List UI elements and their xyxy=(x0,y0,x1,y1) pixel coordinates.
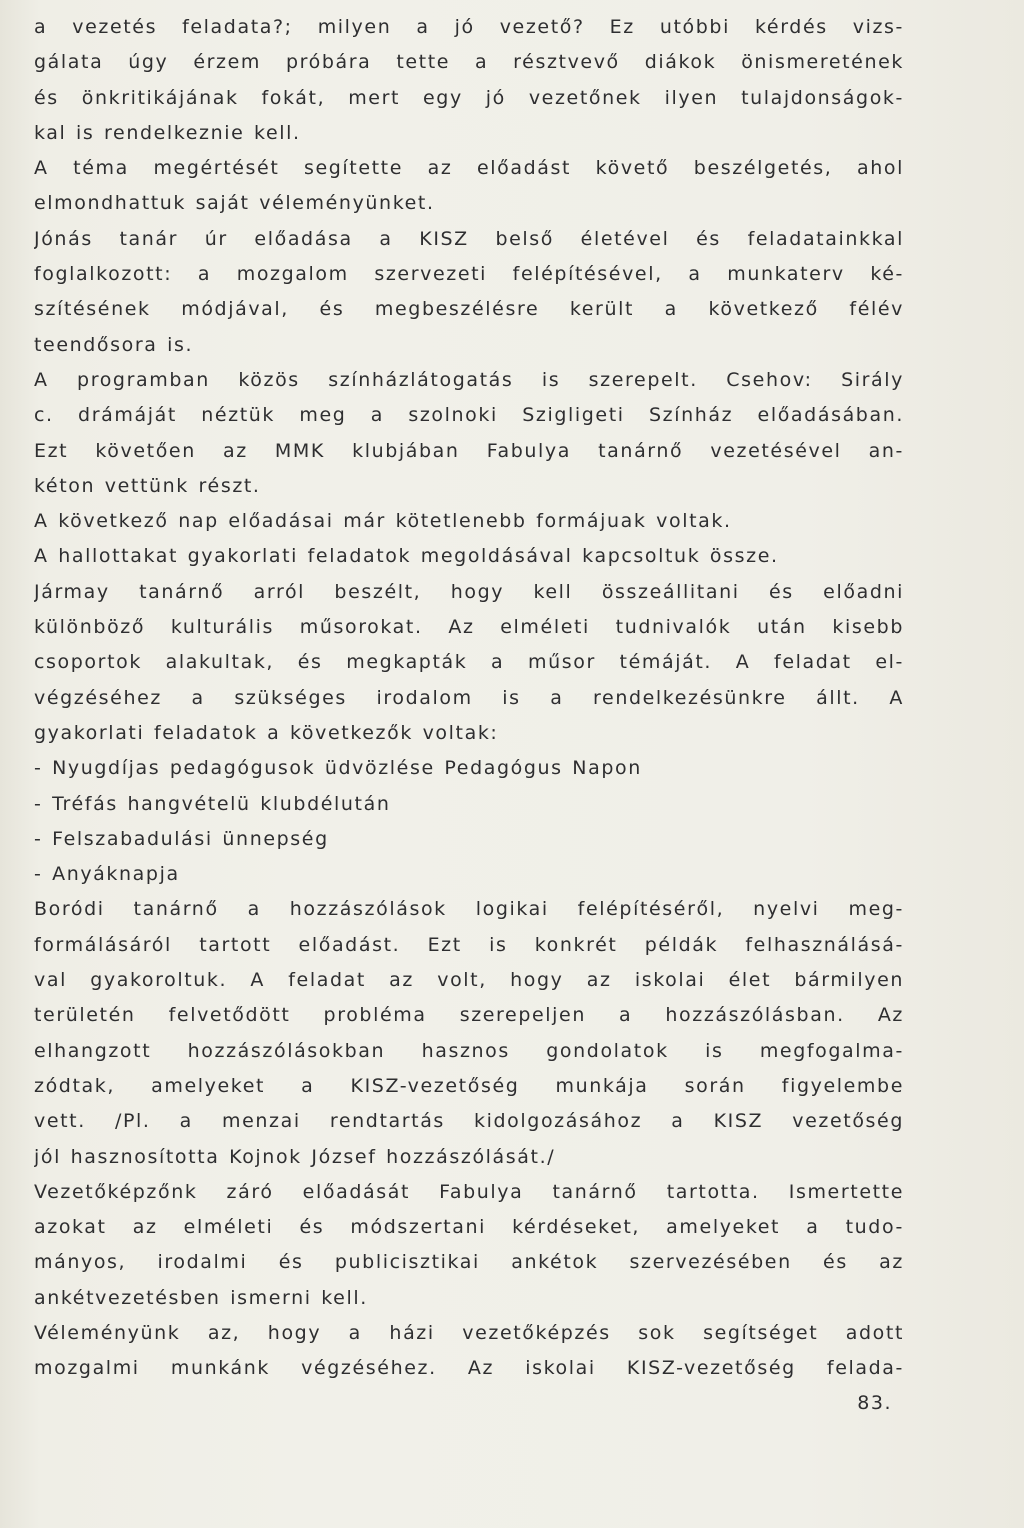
text-line: különböző kulturális műsorokat. Az elméleti tudnivalók után kisebb xyxy=(34,616,904,639)
text-line: teendősora is. xyxy=(34,333,194,356)
text-line: ankétvezetésben ismerni kell. xyxy=(34,1286,368,1309)
text-line: val gyakoroltuk. A feladat az volt, hogy az iskolai élet bármilyen xyxy=(34,969,904,992)
text-line: jól hasznosította Kojnok József hozzászólását./ xyxy=(34,1145,556,1168)
list-item: - Felszabadulási ünnepség xyxy=(34,827,329,850)
text-line: csoportok alakultak, és megkapták a műsor témáját. A feladat el- xyxy=(34,651,904,674)
text-line: Jónás tanár úr előadása a KISZ belső életével és feladatainkkal xyxy=(34,227,904,250)
text-line: kal is rendelkeznie kell. xyxy=(34,121,301,144)
body-text xyxy=(34,10,904,1387)
text-line: szítésének módjával, és megbeszélésre került a következő félév xyxy=(34,298,904,321)
text-line: elhangzott hozzászólásokban hasznos gondolatok is megfogalma- xyxy=(34,1039,904,1062)
text-line: formálásáról tartott előadást. Ezt is konkrét példák felhasználásá- xyxy=(34,933,904,956)
text-line: foglalkozott: a mozgalom szervezeti felépítésével, a munkaterv ké- xyxy=(34,263,904,286)
list-item: - Nyugdíjas pedagógusok üdvözlése Pedagógus Napon xyxy=(34,757,642,780)
text-line: mányos, irodalmi és publicisztikai ankétok szervezésében és az xyxy=(34,1251,904,1274)
text-line: gyakorlati feladatok a következők voltak: xyxy=(34,721,499,744)
page-number: 83. xyxy=(857,1392,892,1414)
text-line: Boródi tanárnő a hozzászólások logikai felépítéséről, nyelvi meg- xyxy=(34,898,904,921)
text-line: Vezetőképzőnk záró előadását Fabulya tanárnő tartotta. Ismertette xyxy=(34,1180,904,1203)
text-line: végzéséhez a szükséges irodalom is a rendelkezésünkre állt. A xyxy=(34,686,904,709)
text-line: Véleményünk az, hogy a házi vezetőképzés sok segítséget adott xyxy=(34,1321,904,1344)
text-line: a vezetés feladata?; milyen a jó vezető? Ez utóbbi kérdés vizs- xyxy=(34,16,904,38)
text-line: A téma megértését segítette az előadást követő beszélgetés, ahol xyxy=(34,157,904,180)
text-line: kéton vettünk részt. xyxy=(34,474,261,497)
text-line: A hallottakat gyakorlati feladatok megoldásával kapcsoltuk össze. xyxy=(34,545,779,568)
text-line: azokat az elméleti és módszertani kérdéseket, amelyeket a tudo- xyxy=(34,1216,904,1239)
text-line: és önkritikájának fokát, mert egy jó vezetőnek ilyen tulajdonságok- xyxy=(34,86,904,109)
text-line: elmondhattuk saját véleményünket. xyxy=(34,192,435,215)
text-line: A következő nap előadásai már kötetlenebb formájuak voltak. xyxy=(34,510,732,533)
text-line: Ezt követően az MMK klubjában Fabulya tanárnő vezetésével an- xyxy=(34,439,904,462)
text-line: vett. /Pl. a menzai rendtartás kidolgozásához a KISZ vezetőség xyxy=(34,1110,904,1133)
text-line: mozgalmi munkánk végzéséhez. Az iskolai KISZ-vezetőség felada- xyxy=(34,1357,904,1380)
list-item: - Anyáknapja xyxy=(34,863,180,886)
text-line: zódtak, amelyeket a KISZ-vezetőség munkája során figyelembe xyxy=(34,1074,904,1097)
list-item: - Tréfás hangvételü klubdélután xyxy=(34,792,391,815)
text-line: területén felvetődött probléma szerepeljen a hozzászólásban. Az xyxy=(34,1004,904,1027)
text-line: c. drámáját néztük meg a szolnoki Szigligeti Színház előadásában. xyxy=(34,404,904,427)
text-line: A programban közös színházlátogatás is szerepelt. Csehov: Sirály xyxy=(34,368,904,391)
text-line: Jármay tanárnő arról beszélt, hogy kell összeállitani és előadni xyxy=(34,580,904,603)
text-line: gálata úgy érzem próbára tette a résztvevő diákok önismeretének xyxy=(34,51,904,74)
